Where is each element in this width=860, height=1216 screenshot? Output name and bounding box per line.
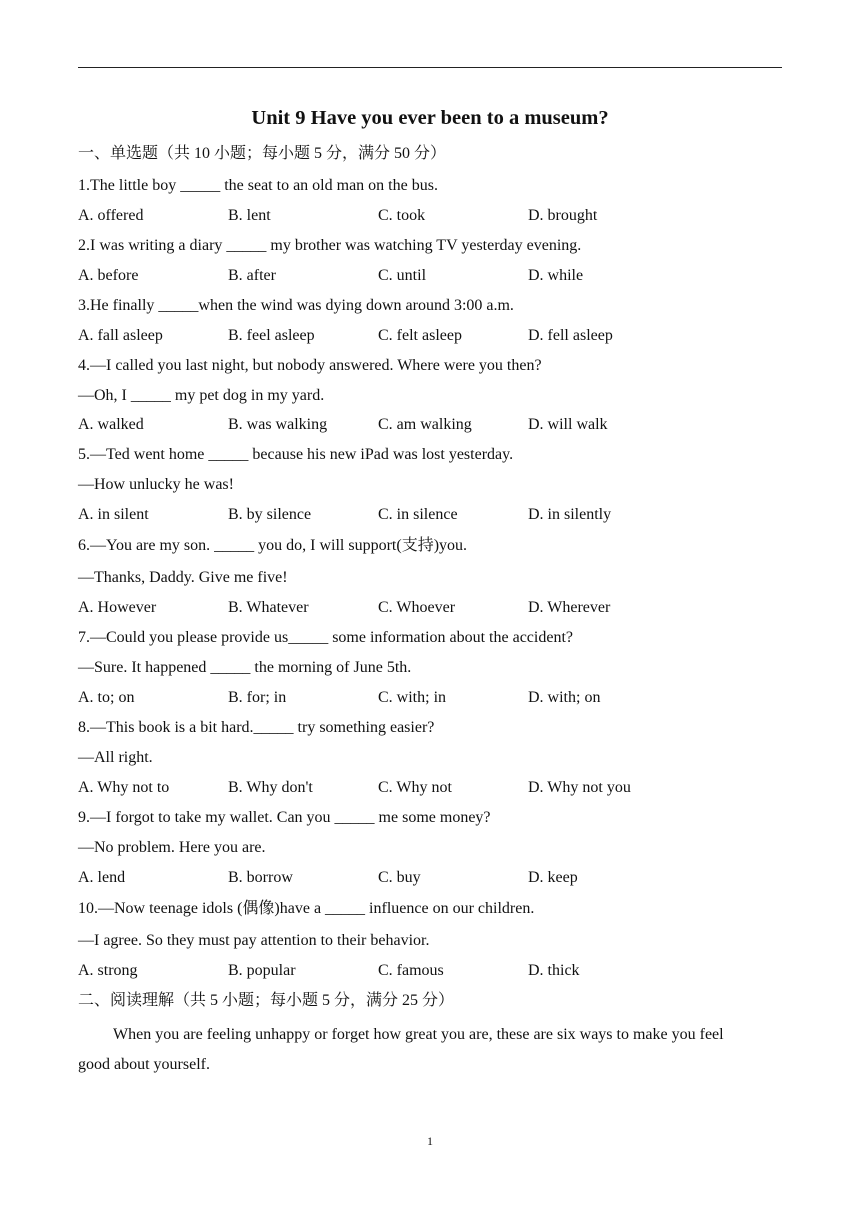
option-a: A. However (78, 599, 157, 616)
question-stem: 8.—This book is a bit hard._____ try something easier? (78, 719, 435, 736)
question-options (78, 960, 782, 982)
option-d: D. while (528, 267, 584, 284)
option-d: D. keep (528, 869, 578, 886)
question-stem: 7.—Could you please provide us_____ some information about the accident? (78, 629, 573, 646)
question-options (78, 414, 782, 436)
option-b: B. Whatever (228, 599, 309, 616)
option-b: B. feel asleep (228, 327, 315, 344)
question-options (78, 597, 782, 619)
option-d: D. will walk (528, 416, 608, 433)
option-c: C. until (378, 267, 427, 284)
question-response: —No problem. Here you are. (78, 839, 266, 856)
question-options (78, 687, 782, 709)
option-c: C. Whoever (378, 599, 456, 616)
option-c: C. famous (378, 962, 444, 979)
option-d: D. Wherever (528, 599, 611, 616)
option-b: B. popular (228, 962, 296, 979)
option-c: C. buy (378, 869, 421, 886)
option-a: A. lend (78, 869, 126, 886)
option-a: A. offered (78, 207, 144, 224)
question-options (78, 265, 782, 287)
question-response: —Thanks, Daddy. Give me five! (78, 569, 288, 586)
question-response: —All right. (78, 749, 153, 766)
option-c: C. am walking (378, 416, 472, 433)
question-response: —How unlucky he was! (78, 476, 234, 493)
option-a: A. Why not to (78, 779, 170, 796)
option-b: B. borrow (228, 869, 293, 886)
option-d: D. brought (528, 207, 598, 224)
section-heading-reading: 二、阅读理解（共 5 小题；每小题 5 分，满分 25 分） (78, 992, 455, 1009)
question-stem: 5.—Ted went home _____ because his new iPad was lost yesterday. (78, 446, 514, 463)
question-stem: 10.—Now teenage idols (偶像)have a _____ influence on our children. (78, 900, 535, 917)
question-stem: 6.—You are my son. _____ you do, I will support(支持)you. (78, 537, 468, 554)
question-response: —Sure. It happened _____ the morning of June 5th. (78, 659, 412, 676)
option-d: D. with; on (528, 689, 601, 706)
option-b: B. by silence (228, 506, 312, 523)
question-stem: 2.I was writing a diary _____ my brother was watching TV yesterday evening. (78, 237, 582, 254)
question-options (78, 777, 782, 799)
section-heading-single-choice: 一、单选题（共 10 小题；每小题 5 分，满分 50 分） (78, 145, 447, 162)
option-b: B. for; in (228, 689, 287, 706)
option-d: D. in silently (528, 506, 612, 523)
passage-line: When you are feeling unhappy or forget how great you are, these are six ways to make you feel (113, 1026, 724, 1043)
option-c: C. in silence (378, 506, 458, 523)
page-number: 1 (427, 1134, 433, 1148)
question-options (78, 325, 782, 347)
question-options (78, 867, 782, 889)
option-b: B. was walking (228, 416, 328, 433)
passage-line: good about yourself. (78, 1056, 210, 1073)
option-d: D. Why not you (528, 779, 631, 796)
question-response: —I agree. So they must pay attention to their behavior. (78, 932, 430, 949)
question-stem: 1.The little boy _____ the seat to an old man on the bus. (78, 177, 438, 194)
option-d: D. thick (528, 962, 580, 979)
option-b: B. Why don't (228, 779, 313, 796)
option-b: B. lent (228, 207, 271, 224)
option-a: A. walked (78, 416, 144, 433)
option-c: C. took (378, 207, 426, 224)
question-options (78, 205, 782, 227)
option-c: C. felt asleep (378, 327, 462, 344)
question-stem: 9.—I forgot to take my wallet. Can you _____ me some money? (78, 809, 491, 826)
question-options (78, 504, 782, 526)
page-title: Unit 9 Have you ever been to a museum? (251, 107, 609, 129)
option-a: A. fall asleep (78, 327, 163, 344)
header-rule (78, 67, 782, 68)
question-stem: 4.—I called you last night, but nobody answered. Where were you then? (78, 357, 542, 374)
option-d: D. fell asleep (528, 327, 613, 344)
question-response: —Oh, I _____ my pet dog in my yard. (78, 387, 325, 404)
question-stem: 3.He finally _____when the wind was dying down around 3:00 a.m. (78, 297, 514, 314)
option-a: A. to; on (78, 689, 135, 706)
option-b: B. after (228, 267, 276, 284)
option-a: A. strong (78, 962, 138, 979)
option-c: C. Why not (378, 779, 452, 796)
option-c: C. with; in (378, 689, 447, 706)
option-a: A. in silent (78, 506, 149, 523)
option-a: A. before (78, 267, 139, 284)
